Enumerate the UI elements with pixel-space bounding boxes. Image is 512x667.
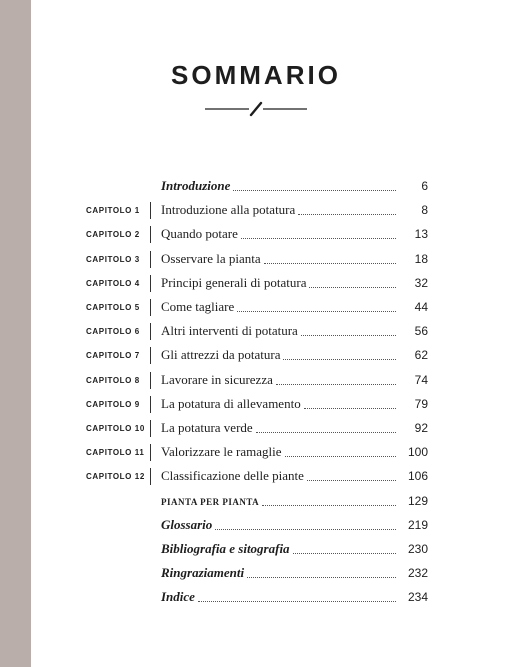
chapter-number: CAPITOLO 3	[86, 254, 140, 264]
dot-leader	[198, 600, 396, 602]
toc-entry	[161, 563, 399, 583]
chapter-divider	[150, 444, 151, 461]
toc-entry	[161, 200, 399, 220]
dot-leader	[307, 479, 396, 481]
toc-row[interactable]	[0, 320, 512, 344]
toc-entry-title: Introduzione alla potatura	[161, 202, 296, 218]
toc-entry	[161, 539, 399, 559]
chapter-divider	[150, 202, 151, 219]
page-number: 13	[414, 227, 428, 242]
page-number: 6	[421, 179, 428, 193]
toc-row[interactable]	[0, 272, 512, 296]
toc-row[interactable]	[0, 586, 512, 610]
page-number: 234	[407, 590, 428, 605]
page-number: 44	[414, 300, 428, 314]
dot-leader	[285, 455, 396, 457]
chapter-divider	[150, 468, 151, 485]
toc-entry	[161, 176, 399, 196]
toc-entry	[161, 442, 399, 462]
page-number: 74	[414, 372, 428, 387]
toc-entry	[161, 418, 399, 438]
toc-entry	[161, 273, 399, 293]
chapter-number: CAPITOLO 9	[86, 399, 140, 409]
toc-entry-title: PIANTA PER PIANTA	[161, 496, 260, 507]
toc-entry	[161, 249, 399, 269]
toc-entry-title: Valorizzare le ramaglie	[161, 444, 282, 460]
page-number: 219	[407, 517, 428, 532]
toc-row[interactable]	[0, 393, 512, 417]
toc-row[interactable]	[0, 441, 512, 465]
dot-leader	[247, 576, 396, 578]
dot-leader	[304, 407, 396, 409]
chapter-number: CAPITOLO 4	[86, 278, 140, 288]
toc-row[interactable]	[0, 248, 512, 272]
toc-entry-title: La potatura verde	[161, 420, 253, 435]
toc-entry-title: Indice	[161, 589, 195, 605]
toc-row[interactable]	[0, 344, 512, 368]
chapter-divider	[150, 226, 151, 243]
dot-leader	[276, 383, 396, 385]
dot-leader	[237, 310, 396, 312]
toc-row[interactable]	[0, 199, 512, 223]
page-number: 8	[421, 203, 428, 218]
chapter-number: CAPITOLO 7	[86, 351, 140, 361]
page-title: SOMMARIO	[171, 60, 341, 90]
chapter-divider	[150, 275, 151, 292]
toc-row[interactable]	[0, 175, 512, 199]
toc-entry-title: Osservare la pianta	[161, 250, 261, 266]
dot-leader	[298, 213, 396, 215]
toc-entry	[161, 370, 399, 390]
toc-row[interactable]	[0, 538, 512, 562]
dot-leader	[309, 286, 396, 288]
toc-entry	[161, 587, 399, 607]
toc-row[interactable]	[0, 514, 512, 538]
dot-leader	[283, 358, 396, 360]
chapter-number: CAPITOLO 6	[86, 327, 140, 337]
page-number: 56	[414, 324, 428, 339]
page-number: 100	[407, 445, 428, 460]
toc-entry-title: La potatura di allevamento	[161, 395, 301, 411]
toc-entry-title: Bibliografia e sitografia	[161, 541, 290, 556]
toc-entry-title: Altri interventi di potatura	[161, 323, 298, 339]
toc-entry	[161, 394, 399, 414]
toc-entry-title: Classificazione delle piante	[161, 468, 304, 484]
page-number: 18	[414, 251, 428, 266]
toc-entry-title: Principi generali di potatura	[161, 274, 307, 290]
toc-entry	[161, 345, 399, 365]
toc-entry-title: Glossario	[161, 516, 213, 532]
page-number: 79	[414, 396, 428, 411]
toc-entry	[161, 515, 399, 535]
page-number: 32	[414, 275, 428, 290]
page-number: 230	[407, 542, 428, 556]
toc-entry-title: Come tagliare	[161, 299, 235, 314]
chapter-divider	[150, 396, 151, 413]
chapter-number: CAPITOLO 8	[86, 375, 140, 385]
chapter-number: CAPITOLO 5	[86, 303, 140, 312]
dot-leader	[293, 552, 396, 554]
chapter-divider	[150, 347, 151, 364]
page-number: 129	[407, 493, 428, 508]
page-number: 106	[407, 469, 428, 484]
toc-row[interactable]	[0, 562, 512, 586]
toc-entry	[161, 466, 399, 486]
toc-entry	[161, 297, 399, 317]
chapter-number: CAPITOLO 2	[86, 230, 140, 240]
toc-entry-title: Gli attrezzi da potatura	[161, 347, 281, 363]
toc-row[interactable]	[0, 296, 512, 320]
toc-entry	[161, 321, 399, 341]
toc-entry-title: Introduzione	[161, 178, 231, 193]
chapter-divider	[150, 323, 151, 340]
title-ornament-icon	[205, 101, 307, 117]
dot-leader	[256, 431, 396, 433]
dot-leader	[301, 334, 396, 336]
dot-leader	[233, 189, 396, 191]
chapter-number: CAPITOLO 11	[86, 448, 145, 458]
toc-row[interactable]	[0, 417, 512, 441]
toc-entry	[161, 491, 399, 511]
chapter-divider	[150, 251, 151, 268]
chapter-number: CAPITOLO 1	[86, 206, 140, 216]
dot-leader	[262, 504, 396, 506]
toc-entry-title: Lavorare in sicurezza	[161, 371, 273, 387]
page-number: 232	[407, 566, 428, 581]
page-number: 62	[414, 348, 428, 363]
chapter-number: CAPITOLO 10	[86, 424, 145, 433]
dot-leader	[264, 262, 396, 264]
dot-leader	[215, 528, 396, 530]
chapter-divider	[150, 372, 151, 389]
toc-row[interactable]	[0, 465, 512, 489]
toc-entry-title: Ringraziamenti	[161, 565, 245, 581]
chapter-number: CAPITOLO 12	[86, 472, 145, 482]
toc-entry-title: Quando potare	[161, 226, 238, 242]
toc-entry	[161, 224, 399, 244]
chapter-divider	[150, 299, 151, 316]
toc-row[interactable]	[0, 369, 512, 393]
page-number: 92	[414, 421, 428, 435]
chapter-divider	[150, 420, 151, 437]
toc-row[interactable]	[0, 490, 512, 514]
toc-row[interactable]	[0, 223, 512, 247]
dot-leader	[241, 237, 396, 239]
